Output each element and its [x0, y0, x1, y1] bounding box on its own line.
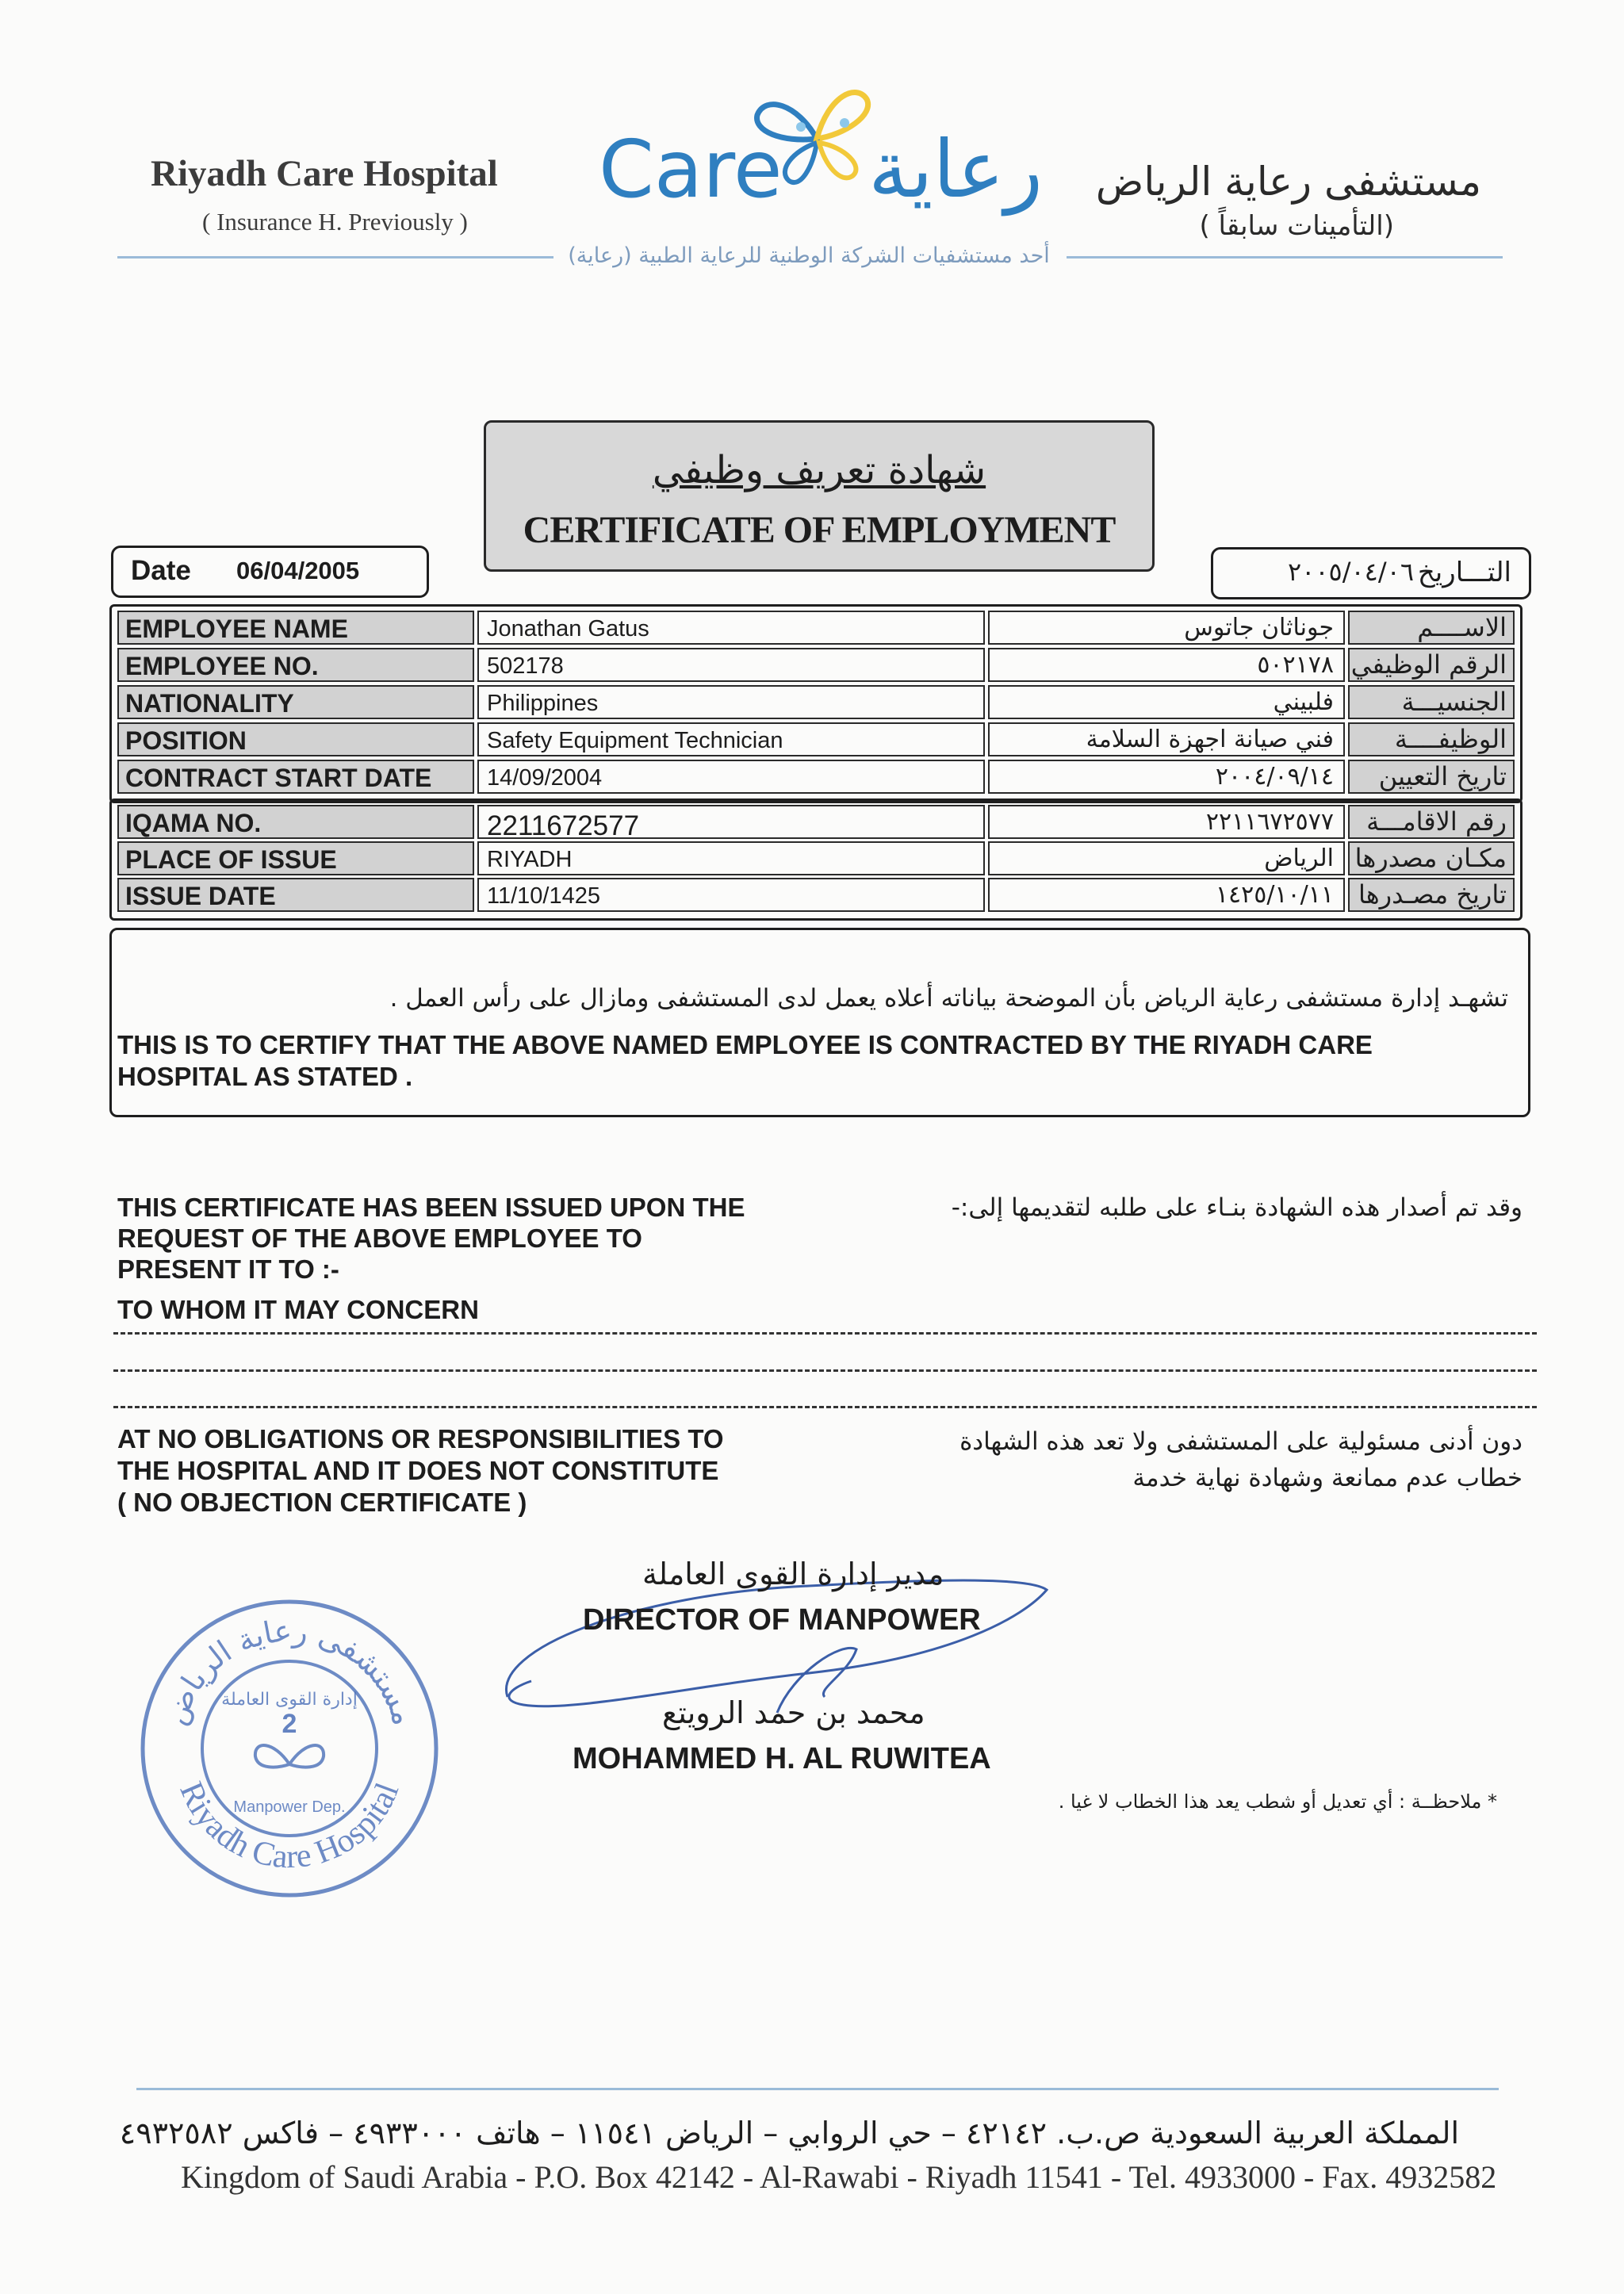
field-value-ar: فني صيانة اجهزة السلامة — [988, 722, 1345, 756]
field-value-en: 2211672577 — [477, 805, 985, 839]
signatory-title-ar: مدير إدارة القوى العاملة — [642, 1557, 944, 1591]
date-label-en: Date — [131, 555, 191, 586]
signatory-title-en: DIRECTOR OF MANPOWER — [583, 1603, 981, 1637]
field-label-ar: الجنسيـــة — [1348, 685, 1515, 719]
signatory-name-en: MOHAMMED H. AL RUWITEA — [573, 1742, 991, 1775]
obligation-line: AT NO OBLIGATIONS OR RESPONSIBILITIES TO — [117, 1424, 724, 1453]
table-row — [117, 805, 1515, 839]
field-value-en: 14/09/2004 — [477, 760, 985, 794]
obligation-text-ar — [959, 1423, 1522, 1496]
table-row — [117, 722, 1515, 756]
field-value-ar: ٥٠٢١٧٨ — [988, 648, 1345, 682]
field-value-ar: ٢٢١١٦٧٢٥٧٧ — [988, 805, 1345, 839]
logo-text-ar: رعاية — [868, 123, 1043, 216]
obligation-line-ar: دون أدنى مسئولية على المستشفى ولا تعد هذه الشهادة — [959, 1427, 1522, 1456]
field-label-en: IQAMA NO. — [117, 805, 474, 839]
certification-text-ar: تشهـد إدارة مستشفى رعاية الرياض بأن الموضحة بياناته أعلاه يعمل لدى المستشفى ومازال على رأس العمل . — [389, 984, 1508, 1013]
iqama-details-table — [109, 798, 1522, 921]
footer-rule — [136, 2088, 1499, 2090]
request-line: THIS CERTIFICATE HAS BEEN ISSUED UPON THE — [117, 1193, 745, 1222]
hospital-name-en: Riyadh Care Hospital — [151, 153, 498, 194]
field-label-en: EMPLOYEE NAME — [117, 611, 474, 645]
dashed-line — [113, 1369, 1537, 1372]
field-value-en: RIYADH — [477, 841, 985, 875]
field-label-en: POSITION — [117, 722, 474, 756]
header-tagline-ar: أحد مستشفيات الشركة الوطنية للرعاية الطبية (رعاية) — [568, 243, 1050, 268]
field-value-ar: الرياض — [988, 841, 1345, 875]
logo-text-en: Care — [599, 123, 783, 216]
stamp-text-bottom: Riyadh Care Hospital — [172, 1776, 407, 1876]
field-label-ar: الرقم الوظيفي — [1348, 648, 1515, 682]
stamp-dept: Manpower Dep. — [233, 1798, 346, 1816]
certificate-title-box — [484, 420, 1155, 572]
note-text-ar: * ملاحظــة : أي تعديل أو شطب يعد هذا الخطاب لا غيا . — [1058, 1790, 1497, 1813]
field-value-en: Philippines — [477, 685, 985, 719]
field-value-en: 502178 — [477, 648, 985, 682]
footer-address-ar: المملكة العربية السعودية ص.ب. ٤٢١٤٢ – حي الروابي – الرياض ١١٥٤١ – هاتف ٤٩٣٣٠٠٠ – فاكس ٤٩٣٢٥٨٢ — [119, 2116, 1459, 2150]
table-row — [117, 878, 1515, 912]
footer-address-en: Kingdom of Saudi Arabia - P.O. Box 42142 - Al-Rawabi - Riyadh 11541 - Tel. 4933000 - Fax. 4932582 — [181, 2159, 1497, 2195]
table-row — [117, 611, 1515, 645]
field-value-ar: ١٤٢٥/١٠/١١ — [988, 878, 1345, 912]
obligation-line: ( NO OBJECTION CERTIFICATE ) — [117, 1488, 527, 1517]
request-text-ar: وقد تم أصدار هذه الشهادة بنـاء على طلبه لتقديمها إلى:- — [951, 1193, 1522, 1222]
date-label-ar: التـــاريخ — [1417, 557, 1511, 588]
date-value-ar: ٢٠٠٥/٠٤/٠٦ — [1287, 557, 1414, 587]
header-rule-left — [117, 256, 553, 259]
title-ar: شهادة تعريف وظيفي — [652, 448, 986, 492]
date-value-en: 06/04/2005 — [236, 557, 360, 584]
field-label-ar: تاريخ مصـدرها — [1348, 878, 1515, 912]
field-value-ar: ٢٠٠٤/٠٩/١٤ — [988, 760, 1345, 794]
stamp-text-top: مستشفى رعاية الرياض — [157, 1613, 422, 1729]
request-line: REQUEST OF THE ABOVE EMPLOYEE TO — [117, 1224, 642, 1253]
butterfly-icon — [255, 1745, 324, 1767]
field-label-en: PLACE OF ISSUE — [117, 841, 474, 875]
signatory-name-ar: محمد بن حمد الرويتع — [662, 1695, 925, 1730]
employee-details-table — [109, 604, 1522, 803]
table-row — [117, 760, 1515, 794]
hospital-name-ar: مستشفى رعاية الرياض — [1095, 159, 1481, 205]
field-label-ar: تاريخ التعيين — [1348, 760, 1515, 794]
certification-statement-box — [109, 928, 1530, 1117]
field-label-ar: الاســــم — [1348, 611, 1515, 645]
field-value-en: Jonathan Gatus — [477, 611, 985, 645]
obligation-line: THE HOSPITAL AND IT DOES NOT CONSTITUTE — [117, 1456, 719, 1485]
field-value-en: Safety Equipment Technician — [477, 722, 985, 756]
field-label-ar: مكـان مصدرها — [1348, 841, 1515, 875]
dashed-line — [113, 1406, 1537, 1408]
field-label-en: EMPLOYEE NO. — [117, 648, 474, 682]
field-value-ar: فلبيني — [988, 685, 1345, 719]
stamp-text-inner: إدارة القوى العاملة — [221, 1690, 358, 1710]
field-label-ar: الوظيفــــة — [1348, 722, 1515, 756]
obligation-line-ar: خطاب عدم ممانعة وشهادة نهاية خدمة — [1132, 1464, 1522, 1492]
date-box-ar — [1211, 547, 1531, 599]
table-row — [117, 685, 1515, 719]
field-value-ar: جوناثان جاتوس — [988, 611, 1345, 645]
svg-text:Riyadh Care Hospital — [172, 1777, 406, 1876]
official-stamp — [135, 1594, 444, 1903]
request-line: PRESENT IT TO :- — [117, 1254, 339, 1284]
field-label-en: CONTRACT START DATE — [117, 760, 474, 794]
field-value-en: 11/10/1425 — [477, 878, 985, 912]
field-label-en: ISSUE DATE — [117, 878, 474, 912]
obligation-text-en — [117, 1423, 831, 1518]
title-en: CERTIFICATE OF EMPLOYMENT — [523, 509, 1116, 551]
hospital-subtitle-ar: (التأمينات سابقاً ) — [1199, 210, 1394, 242]
certification-text-en: THIS IS TO CERTIFY THAT THE ABOVE NAMED EMPLOYEE IS CONTRACTED BY THE RIYADH CARE HOSPITAL AS STATED . — [117, 1030, 1373, 1091]
butterfly-icon — [726, 79, 908, 198]
care-logo — [599, 79, 1043, 222]
dashed-line — [113, 1332, 1537, 1335]
date-box-en — [111, 546, 429, 598]
field-label-en: NATIONALITY — [117, 685, 474, 719]
table-row — [117, 841, 1515, 875]
recipient-text: TO WHOM IT MAY CONCERN — [117, 1295, 479, 1324]
hospital-subtitle-en: ( Insurance H. Previously ) — [202, 208, 468, 236]
table-row — [117, 648, 1515, 682]
field-label-ar: رقم الاقامـــة — [1348, 805, 1515, 839]
header-rule-right — [1067, 256, 1503, 259]
stamp-number: 2 — [282, 1709, 297, 1739]
request-text-en — [117, 1192, 855, 1285]
